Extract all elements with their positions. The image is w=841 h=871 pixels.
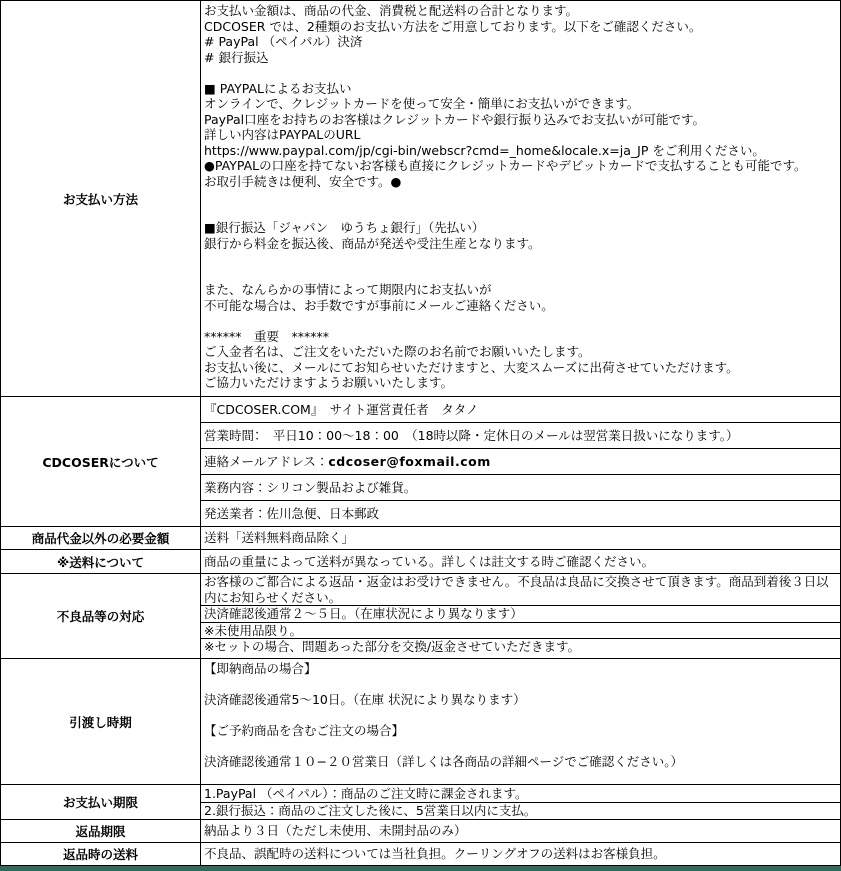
content-section	[201, 474, 840, 500]
text-line: 送料「送料無料商品除く」	[204, 530, 355, 546]
text-line: PayPal口座をお持ちのお客様はクレジットカードや銀行振り込みでお支払いが可能です。	[204, 111, 705, 127]
content-section	[201, 638, 840, 655]
text-line: 【即納商品の場合】	[204, 661, 317, 676]
row-header: ※送料について	[1, 550, 201, 573]
row-header: 返品時の送料	[1, 843, 201, 865]
table-row	[1, 527, 840, 550]
text-line: ****** 重要 ******	[204, 328, 330, 344]
row-content	[201, 527, 840, 549]
row-content	[201, 785, 840, 819]
content-section	[201, 448, 840, 474]
text-line: ※セットの場合、問題あった部分を交換/返金させていただきます。	[204, 639, 581, 654]
text-line	[204, 708, 837, 724]
table-row	[1, 574, 840, 659]
content-section	[201, 605, 840, 622]
footer-bar	[0, 866, 841, 871]
text-line: お支払い金額は、商品の代金、消費税と配送料の合計となります。	[204, 3, 579, 18]
row-content	[201, 820, 840, 842]
text-line	[204, 454, 837, 470]
text-line: 商品の重量によって送料が異なっている。詳しくは註文する時ご確認ください。	[204, 553, 655, 569]
table-row	[1, 843, 840, 866]
content-section	[201, 1, 840, 393]
text-line: https://www.paypal.com/jp/cgi-bin/webscr?cmd=_home&locale.x=ja_JP をご利用ください。	[204, 142, 765, 158]
table-row	[1, 785, 840, 820]
text-line: 業務内容：シリコン製品および雑貨。	[204, 479, 417, 495]
row-header: お支払い方法	[1, 1, 201, 396]
text-line	[204, 205, 837, 221]
table-row	[1, 550, 840, 574]
contact-email: cdcoser@foxmail.com	[328, 453, 491, 469]
row-header: 不良品等の対応	[1, 574, 201, 658]
text-line: 『CDCOSER.COM』 サイト運営責任者 タタノ	[204, 401, 479, 417]
content-section	[201, 422, 840, 448]
table-row	[1, 397, 840, 527]
text-line: 2.銀行振込：商品のご注文した後に、5営業日以内に支払。	[204, 803, 537, 819]
text-line: ご入金者名は、ご注文をいただいた際のお名前でお願いいたします。	[204, 344, 591, 359]
row-content	[201, 574, 840, 658]
content-section	[201, 500, 840, 526]
row-header: 返品期限	[1, 820, 201, 842]
contact-email-label: 連絡メールアドレス：	[204, 453, 329, 469]
row-content	[201, 843, 840, 865]
table-row	[1, 820, 840, 843]
text-line	[204, 189, 837, 205]
text-line: また、なんらかの事情によって期限内にお支払いが	[204, 282, 492, 297]
content-section	[201, 820, 840, 842]
text-line: 営業時間： 平日10：00〜18：00 （18時以降・定休日のメールは翌営業日扱いになります。）	[204, 427, 739, 443]
row-header: お支払い期限	[1, 785, 201, 819]
text-line: 【ご予約商品を含むご注文の場合】	[204, 723, 405, 738]
row-content	[201, 550, 840, 573]
text-line	[204, 251, 837, 267]
content-section	[201, 397, 840, 422]
content-section	[201, 785, 840, 802]
text-line: 不良品、誤配時の送料については当社負担。クーリングオフの送料はお客様負担。	[204, 846, 666, 862]
content-section	[201, 527, 840, 549]
content-section	[201, 659, 840, 772]
text-line: お支払い後に、メールにてお知らせいただけますと、大変スムーズに出荷させていただけます。	[204, 359, 739, 375]
row-content	[201, 1, 840, 396]
content-section	[201, 622, 840, 639]
content-section	[201, 574, 840, 605]
text-line: 決済確認後通常5〜10日。（在庫 状況により異なります）	[204, 692, 526, 707]
text-line: 決済確認後通常１０−２０営業日（詳しくは各商品の詳細ページでご確認ください。）	[204, 754, 683, 769]
text-line: ご協力いただけますようお願いいたします。	[204, 375, 454, 390]
table-row	[1, 1, 840, 397]
text-line: # PayPal （ペイパル）決済	[204, 34, 363, 49]
text-line	[204, 677, 837, 693]
text-line: # 銀行振込	[204, 49, 269, 65]
text-line: 発送業者：佐川急便、日本郵政	[204, 505, 380, 521]
text-line	[204, 267, 837, 283]
row-content	[201, 659, 840, 784]
text-line: 決済確認後通常２〜５日。（在庫状況により異なります）	[204, 606, 523, 621]
content-section	[201, 802, 840, 819]
content-section	[201, 843, 840, 865]
text-line: ■銀行振込「ジャパン ゆうちょ銀行」（先払い）	[204, 220, 485, 235]
text-line: 銀行から料金を振込後、商品が発送や受注生産となります。	[204, 235, 541, 251]
text-line: ※未使用品限り。	[204, 622, 302, 638]
row-header: 引渡し時期	[1, 659, 201, 784]
text-line: 不可能な場合は、お手数ですが事前にメールご連絡ください。	[204, 297, 554, 313]
row-content	[201, 397, 840, 526]
text-line: 1.PayPal （ペイパル）：商品のご注文時に課金されます。	[204, 785, 528, 801]
text-line: お客様のご都合による返品・返金はお受けできません。不良品は良品に交換させて頂きます。商品到着後３日以内にお知らせください。	[204, 574, 829, 605]
text-line: CDCOSER では、2種類のお支払い方法をご用意しております。以下をご確認ください。	[204, 18, 702, 34]
content-section	[201, 550, 840, 573]
row-header: 商品代金以外の必要金額	[1, 527, 201, 549]
row-header: CDCOSERについて	[1, 397, 201, 526]
text-line	[204, 313, 837, 329]
text-line: オンラインで、クレジットカードを使って安全・簡単にお支払いができます。	[204, 96, 640, 111]
table-row	[1, 659, 840, 785]
text-line	[204, 65, 837, 81]
text-line	[204, 739, 837, 755]
text-line: 納品より３日（ただし未使用、未開封品のみ）	[204, 823, 467, 839]
text-line: お取引手続きは便利、安全です。●	[204, 173, 402, 189]
text-line: ●PAYPALの口座を持てないお客様も直接にクレジットカードやデビットカードで支払することも可能です。	[204, 158, 807, 173]
text-line: 詳しい内容はPAYPALのURL	[204, 127, 361, 142]
text-line: ■ PAYPALによるお支払い	[204, 80, 352, 96]
